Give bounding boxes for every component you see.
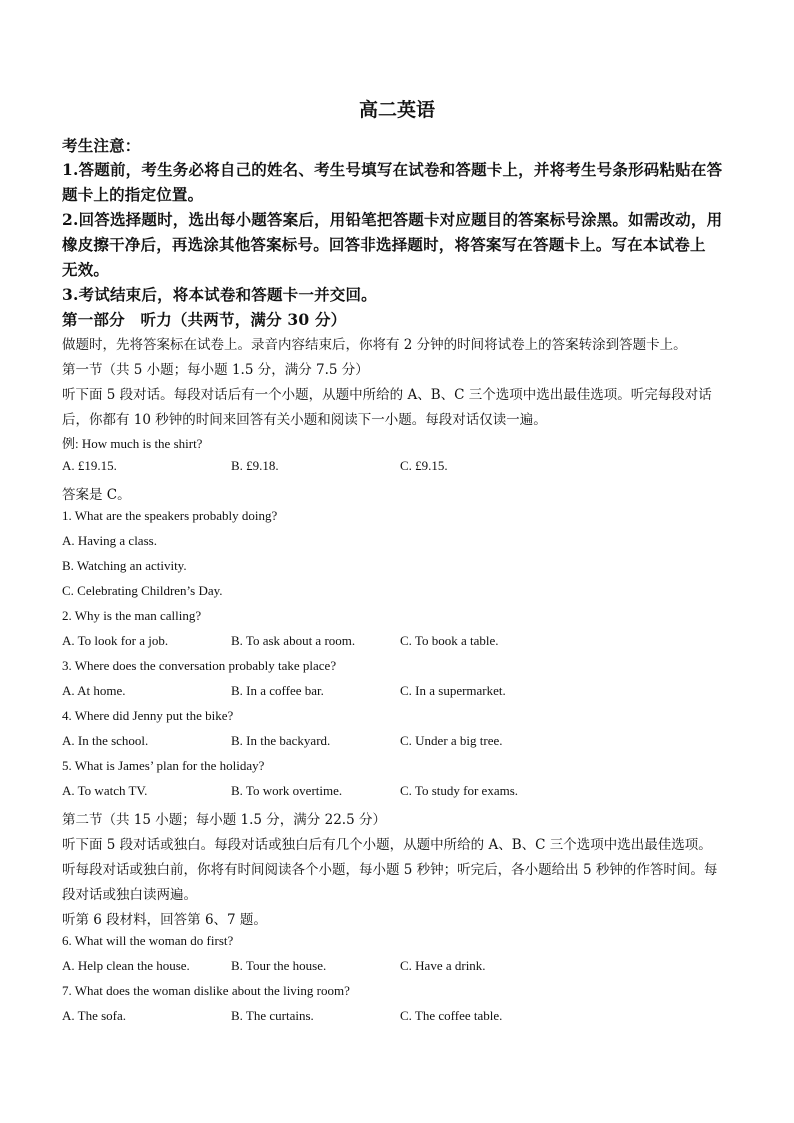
section1-heading: 第一节（共 5 小题；每小题 1.5 分，满分 7.5 分） — [62, 362, 369, 378]
question-2-option-c: C. To book a table. — [400, 633, 499, 648]
question-2-option-b: B. To ask about a room. — [231, 633, 356, 648]
question-2-stem: 2. Why is the man calling? — [62, 608, 202, 623]
section2-heading: 第二节（共 15 小题；每小题 1.5 分，满分 22.5 分） — [62, 812, 386, 828]
example-option-a: A. £19.15. — [62, 458, 117, 473]
question-2-option-a: A. To look for a job. — [62, 633, 169, 648]
question-6-option-b: B. Tour the house. — [231, 958, 327, 973]
part1-heading: 第一部分 听力（共两节，满分 30 分） — [62, 310, 347, 329]
part1-instruction: 做题时，先将答案标在试卷上。录音内容结束后，你将有 2 分钟的时间将试卷上的答案转涂到答题卡上。 — [62, 337, 687, 353]
question-4-option-a: A. In the school. — [62, 733, 149, 748]
question-7-option-a: A. The sofa. — [62, 1008, 127, 1023]
question-4-option-b: B. In the backyard. — [231, 733, 331, 748]
question-6-option-a: A. Help clean the house. — [62, 958, 190, 973]
section1-instruction: 后，你都有 10 秒钟的时间来回答有关小题和阅读下一小题。每段对话仅读一遍。 — [62, 412, 547, 428]
question-7-option-b: B. The curtains. — [231, 1008, 314, 1023]
question-3-option-a: A. At home. — [62, 683, 126, 698]
question-4-stem: 4. Where did Jenny put the bike? — [62, 708, 234, 723]
question-5-option-a: A. To watch TV. — [62, 783, 148, 798]
question-7-stem: 7. What does the woman dislike about the living room? — [62, 983, 350, 998]
section2-instruction: 段对话或独白读两遍。 — [62, 887, 197, 903]
question-1-option-c: C. Celebrating Children’s Day. — [62, 583, 223, 598]
section1-instruction: 听下面 5 段对话。每段对话后有一个小题，从题中所给的 A、B、C 三个选项中选出最佳选项。听完每段对话 — [62, 387, 712, 403]
question-6-stem: 6. What will the woman do first? — [62, 933, 234, 948]
example-option-c: C. £9.15. — [400, 458, 448, 473]
notice-heading: 考生注意： — [62, 136, 141, 155]
section2-instruction: 听下面 5 段对话或独白。每段对话或独白后有几个小题，从题中所给的 A、B、C 三个选项中选出最佳选项。 — [62, 837, 712, 853]
question-1-option-a: A. Having a class. — [62, 533, 157, 548]
question-1-option-b: B. Watching an activity. — [62, 558, 187, 573]
section2-instruction: 听每段对话或独白前，你将有时间阅读各个小题，每小题 5 秒钟；听完后，各小题给出 5 秒钟的作答时间。每 — [62, 862, 718, 878]
question-6-option-c: C. Have a drink. — [400, 958, 486, 973]
notice-line: 题卡上的指定位置。 — [62, 185, 204, 204]
example-option-b: B. £9.18. — [231, 458, 279, 473]
question-3-option-b: B. In a coffee bar. — [231, 683, 324, 698]
question-5-option-b: B. To work overtime. — [231, 783, 343, 798]
question-1-stem: 1. What are the speakers probably doing? — [62, 508, 278, 523]
notice-line: 3.考试结束后，将本试卷和答题卡一并交回。 — [62, 285, 377, 304]
question-5-option-c: C. To study for exams. — [400, 783, 519, 798]
notice-line: 橡皮擦干净后，再选涂其他答案标号。回答非选择题时，将答案写在答题卡上。写在本试卷上 — [62, 235, 706, 254]
notice-line: 无效。 — [62, 260, 110, 279]
question-3-stem: 3. Where does the conversation probably take place? — [62, 658, 337, 673]
question-5-stem: 5. What is James’ plan for the holiday? — [62, 758, 265, 773]
question-3-option-c: C. In a supermarket. — [400, 683, 506, 698]
material-6-heading: 听第 6 段材料，回答第 6、7 题。 — [62, 912, 267, 928]
example-answer: 答案是 C。 — [62, 487, 131, 503]
notice-line: 2.回答选择题时，选出每小题答案后，用铅笔把答题卡对应题目的答案标号涂黑。如需改动，用 — [62, 210, 723, 229]
example-question: 例: How much is the shirt? — [62, 436, 203, 451]
notice-line: 1.答题前，考生务必将自己的姓名、考生号填写在试卷和答题卡上，并将考生号条形码粘贴在答 — [62, 160, 723, 179]
question-4-option-c: C. Under a big tree. — [400, 733, 503, 748]
question-7-option-c: C. The coffee table. — [400, 1008, 503, 1023]
page-title: 高二英语 — [358, 99, 435, 121]
